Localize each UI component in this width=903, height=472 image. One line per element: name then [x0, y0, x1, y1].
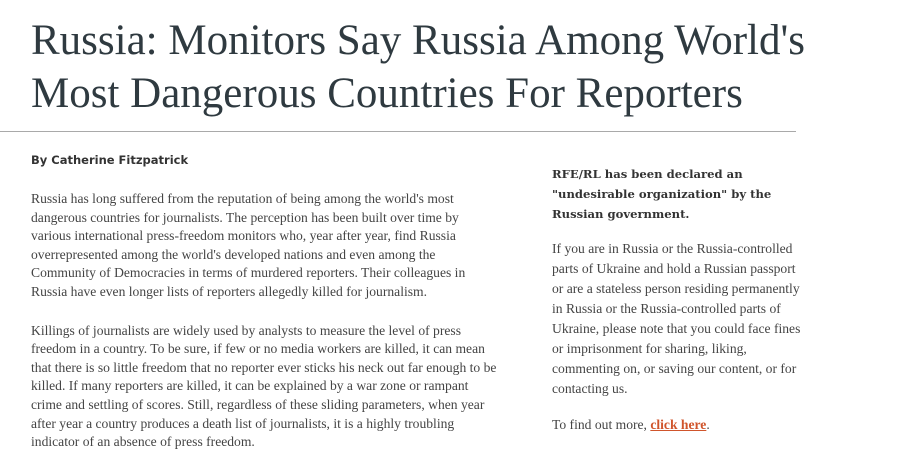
- headline-divider: [0, 131, 796, 132]
- find-out-more-prefix: To find out more,: [552, 417, 651, 432]
- article-paragraph-2: Killings of journalists are widely used by analysts to measure the level of press freedom in a country. To be sure, if few or no media workers are killed, it can mean that there is so little freedom that no reporter ever sticks his neck out far enough to be killed. If many reporters are killed, it can be explained by a war zone or rampant crime and settling of scores. Still, regardless of these sliding parameters, when year after year a country produces a death list of journalists, it is a highly troubling indicator of an absence of press freedom.: [31, 322, 497, 450]
- article-byline: By Catherine Fitzpatrick: [31, 153, 189, 167]
- article-headline: Russia: Monitors Say Russia Among World's Most Dangerous Countries For Reporters: [31, 17, 805, 117]
- undesirable-notice-sidebar: [552, 164, 802, 435]
- article-body: [31, 150, 501, 472]
- notice-find-out-more: [552, 415, 802, 435]
- find-out-more-suffix: .: [706, 417, 710, 432]
- notice-heading: RFE/RL has been declared an "undesirable organization" by the Russian government.: [552, 167, 772, 221]
- notice-body: If you are in Russia or the Russia-controlled parts of Ukraine and hold a Russian passport or are a stateless person residing permanently in Russia or the Russia-controlled parts of Ukraine, please note that you could face fines or imprisonment for sharing, liking, commenting on, or saving our content, or for contacting us.: [552, 241, 801, 396]
- article-paragraph-1: Russia has long suffered from the reputation of being among the world's most dangerous countries for journalists. The perception has been built over time by various international press-freedom monitors who, year after year, find Russia overrepresented among the world's developed nations and even among the Community of Democracies in terms of murdered reporters. Their colleagues in Russia have even longer lists of reporters allegedly killed for journalism.: [31, 191, 466, 299]
- click-here-link[interactable]: click here: [650, 417, 707, 432]
